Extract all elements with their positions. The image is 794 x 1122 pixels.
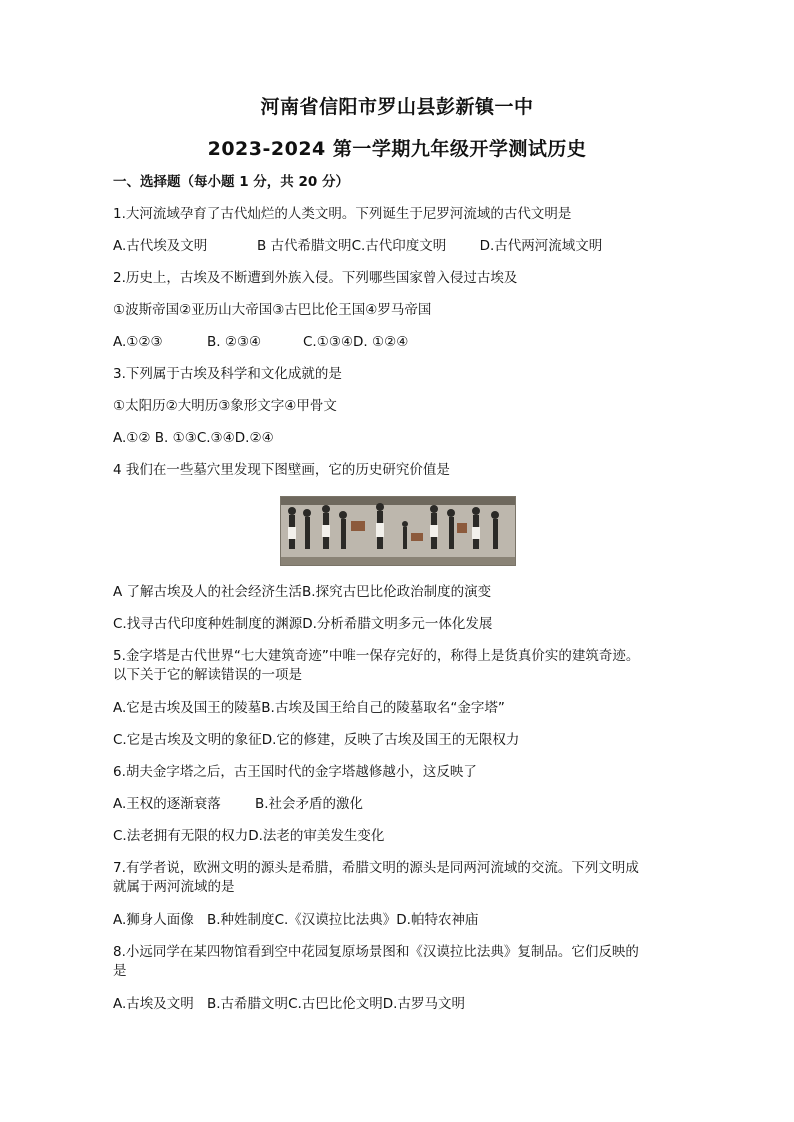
option-b: B.探究古巴比伦政治制度的演变 xyxy=(302,584,492,600)
option-ab: A.①② B. ①③ xyxy=(113,430,197,446)
option-b: B.古埃及国王给自己的陵墓取名“金字塔” xyxy=(261,700,505,716)
question-2-items: ①波斯帝国②亚历山大帝国③古巴比伦王国④罗马帝国 xyxy=(113,302,432,318)
option-d: D.法老的审美发生变化 xyxy=(248,828,385,844)
question-5-options-1 xyxy=(113,698,505,718)
option-d: D.②④ xyxy=(234,430,274,446)
option-c: C.③④ xyxy=(196,430,235,446)
question-5-stem-1: 5.金字塔是古代世界“七大建筑奇迹”中唯一保存完好的，称得上是货真价实的建筑奇迹。 xyxy=(113,648,640,664)
question-5-stem-2: 以下关于它的解读错误的一项是 xyxy=(113,667,302,683)
question-2-options xyxy=(113,332,408,352)
option-a: A.①②③ xyxy=(113,334,163,350)
question-2-stem: 2.历史上，古埃及不断遭到外族入侵。下列哪些国家曾入侵过古埃及 xyxy=(113,270,518,286)
question-1-stem: 1.大河流域孕育了古代灿烂的人类文明。下列诞生于尼罗河流域的古代文明是 xyxy=(113,206,572,222)
question-3-items: ①太阳历②大明历③象形文字④甲骨文 xyxy=(113,398,337,414)
question-8-stem-2: 是 xyxy=(113,963,127,979)
option-d: D.古罗马文明 xyxy=(382,996,465,1012)
option-a: A.狮身人面像 xyxy=(113,912,194,928)
option-a: A.王权的逐渐衰落 xyxy=(113,796,221,812)
school-title: 河南省信阳市罗山县彭新镇一中 xyxy=(260,96,534,118)
question-3-stem: 3.下列属于古埃及科学和文化成就的是 xyxy=(113,366,342,382)
option-c: C.法老拥有无限的权力 xyxy=(113,828,249,844)
option-a: A 了解古埃及人的社会经济生活 xyxy=(113,584,303,600)
option-a: A.古埃及文明 xyxy=(113,996,194,1012)
question-4-options-2 xyxy=(113,614,492,634)
question-7-stem-2: 就属于两河流域的是 xyxy=(113,879,235,895)
option-d: D.分析希腊文明多元一体化发展 xyxy=(302,616,493,632)
question-3-options xyxy=(113,428,274,448)
option-c: C.古代印度文明 xyxy=(351,238,447,254)
option-b: B.古希腊文明 xyxy=(207,996,289,1012)
option-b: B.种姓制度 xyxy=(207,912,275,928)
option-a: A.它是古埃及国王的陵墓 xyxy=(113,700,262,716)
question-4-options-1 xyxy=(113,582,491,602)
option-c: C.找寻古代印度种姓制度的渊源 xyxy=(113,616,303,632)
exam-title: 2023-2024 第一学期九年级开学测试历史 xyxy=(207,138,587,160)
question-7-stem-1: 7.有学者说，欧洲文明的源头是希腊，希腊文明的源头是同两河流域的交流。下列文明成 xyxy=(113,860,639,876)
option-b: B.社会矛盾的激化 xyxy=(255,796,364,812)
question-8-options xyxy=(113,994,465,1014)
question-6-options-1 xyxy=(113,794,363,814)
mural-illustration xyxy=(281,497,515,565)
option-c: C.古巴比伦文明 xyxy=(288,996,383,1012)
section-heading: 一、选择题（每小题 1 分，共 20 分） xyxy=(113,174,349,190)
question-6-options-2 xyxy=(113,826,384,846)
option-d: D.它的修建，反映了古埃及国王的无限权力 xyxy=(261,732,520,748)
question-8-stem-1: 8.小远同学在某四物馆看到空中花园复原场景图和《汉谟拉比法典》复制品。它们反映的 xyxy=(113,944,639,960)
option-c: C.《汉谟拉比法典》 xyxy=(274,912,397,928)
question-5-options-2 xyxy=(113,730,519,750)
option-b: B 古代希腊文明 xyxy=(257,238,352,254)
tomb-mural-image xyxy=(280,496,516,566)
question-1-options xyxy=(113,236,602,256)
option-a: A.古代埃及文明 xyxy=(113,238,208,254)
option-b: B. ②③④ xyxy=(207,334,262,350)
question-7-options xyxy=(113,910,478,930)
option-c: C.①③④ xyxy=(303,334,354,350)
option-d: D.帕特农神庙 xyxy=(396,912,479,928)
question-4-stem: 4 我们在一些墓穴里发现下图壁画，它的历史研究价值是 xyxy=(113,462,450,478)
question-6-stem: 6.胡夫金字塔之后，古王国时代的金字塔越修越小，这反映了 xyxy=(113,764,477,780)
option-c: C.它是古埃及文明的象征 xyxy=(113,732,262,748)
option-d: D. ①②④ xyxy=(353,334,409,350)
option-d: D.古代两河流域文明 xyxy=(479,238,603,254)
